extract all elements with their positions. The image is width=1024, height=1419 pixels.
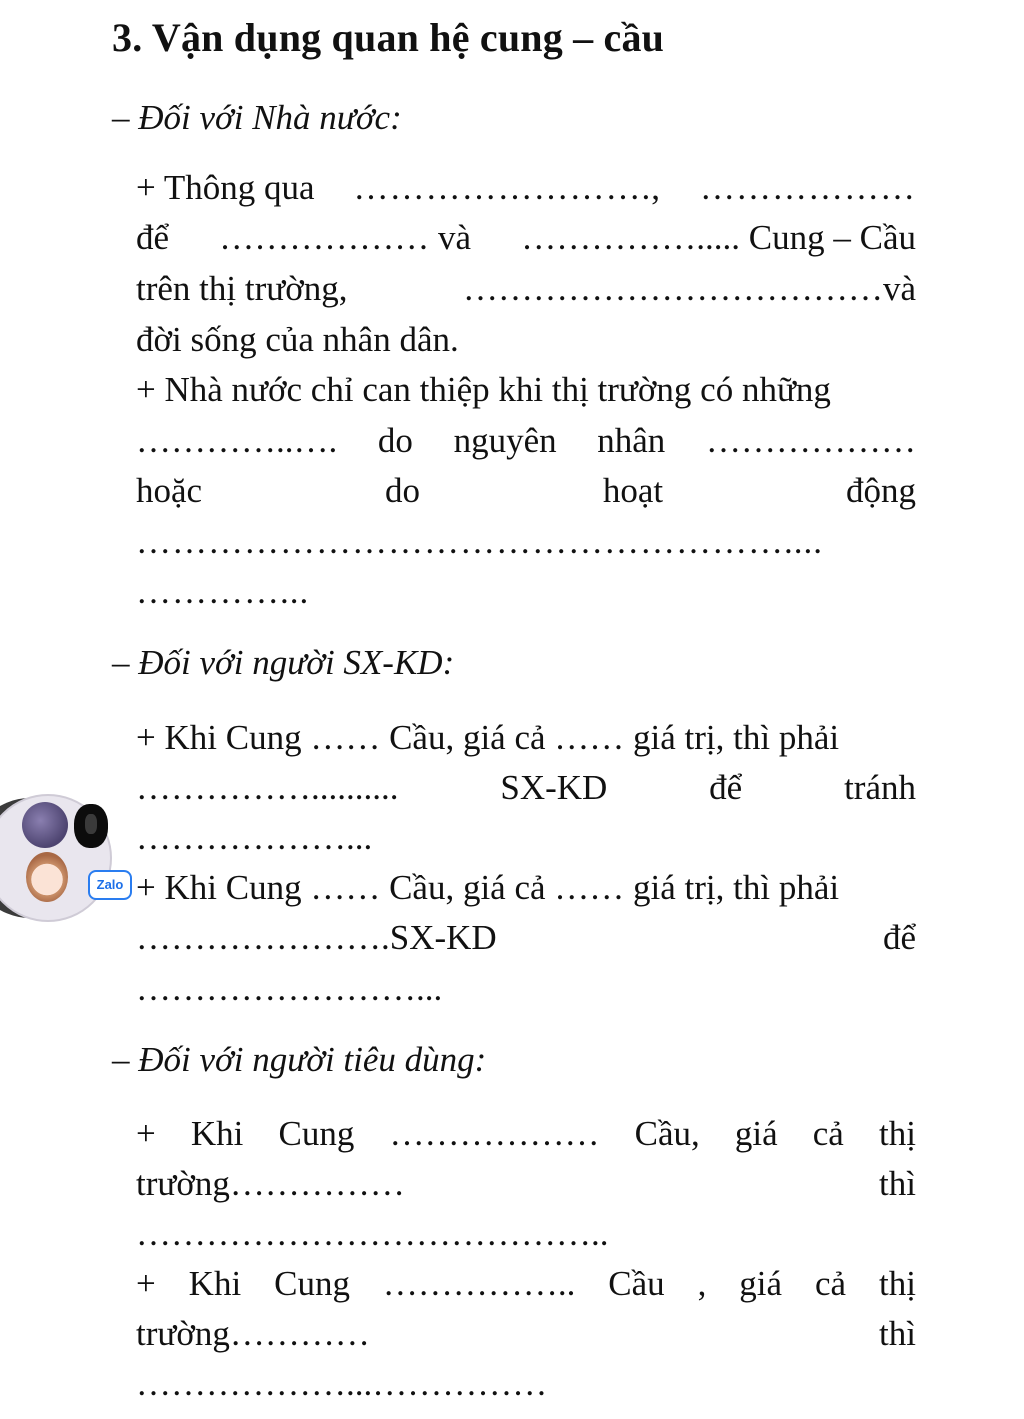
girl-avatar-icon [26,852,68,902]
consumer-heading: – Đối với người tiêu dùng: [112,1040,487,1079]
consumer-line-2: trường…………… thì [136,1164,916,1203]
state-line-4: đời sống của nhân dân. [136,320,459,359]
state-line-7: hoặc do hoạt động [136,471,916,510]
business-line-2: …………….......... SX-KD để tránh [136,768,916,807]
state-line-2: để ……………… và ……………..... Cung – Cầu [136,218,916,257]
consumer-line-6: ………………...…………… [136,1364,548,1403]
state-line-8: ……………………………………………….... [136,522,823,561]
state-line-1: + Thông qua ……………………., ……………… [136,168,916,207]
business-line-1: + Khi Cung …… Cầu, giá cả …… giá trị, thì phải [136,718,840,757]
zalo-chat-bubble[interactable] [0,790,140,920]
group-avatar-icon [22,802,68,848]
consumer-line-3: ………………………………….. [136,1214,609,1253]
state-heading: – Đối với Nhà nước: [112,98,402,137]
state-line-5: + Nhà nước chỉ can thiệp khi thị trường có những [136,370,831,409]
state-line-9: …………... [136,572,310,611]
business-line-5: ………………….SX-KD để [136,918,916,957]
section-title: 3. Vận dụng quan hệ cung – cầu [112,15,665,60]
business-line-3: ………………... [136,818,373,857]
state-line-3: trên thị trường, ………………………………và [136,269,916,308]
business-line-4: + Khi Cung …… Cầu, giá cả …… giá trị, thì phải [136,868,840,907]
consumer-line-1: + Khi Cung ……………… Cầu, giá cả thị [136,1114,916,1153]
consumer-line-4: + Khi Cung …………….. Cầu , giá cả thị [136,1264,916,1303]
business-heading: – Đối với người SX-KD: [112,643,455,682]
dark-avatar-icon [74,804,108,848]
state-line-6: …………..…. do nguyên nhân ……………… [136,421,916,460]
consumer-line-5: trường………… thì [136,1314,916,1353]
zalo-icon: Zalo [88,870,132,900]
business-line-6: ……………………... [136,969,443,1008]
